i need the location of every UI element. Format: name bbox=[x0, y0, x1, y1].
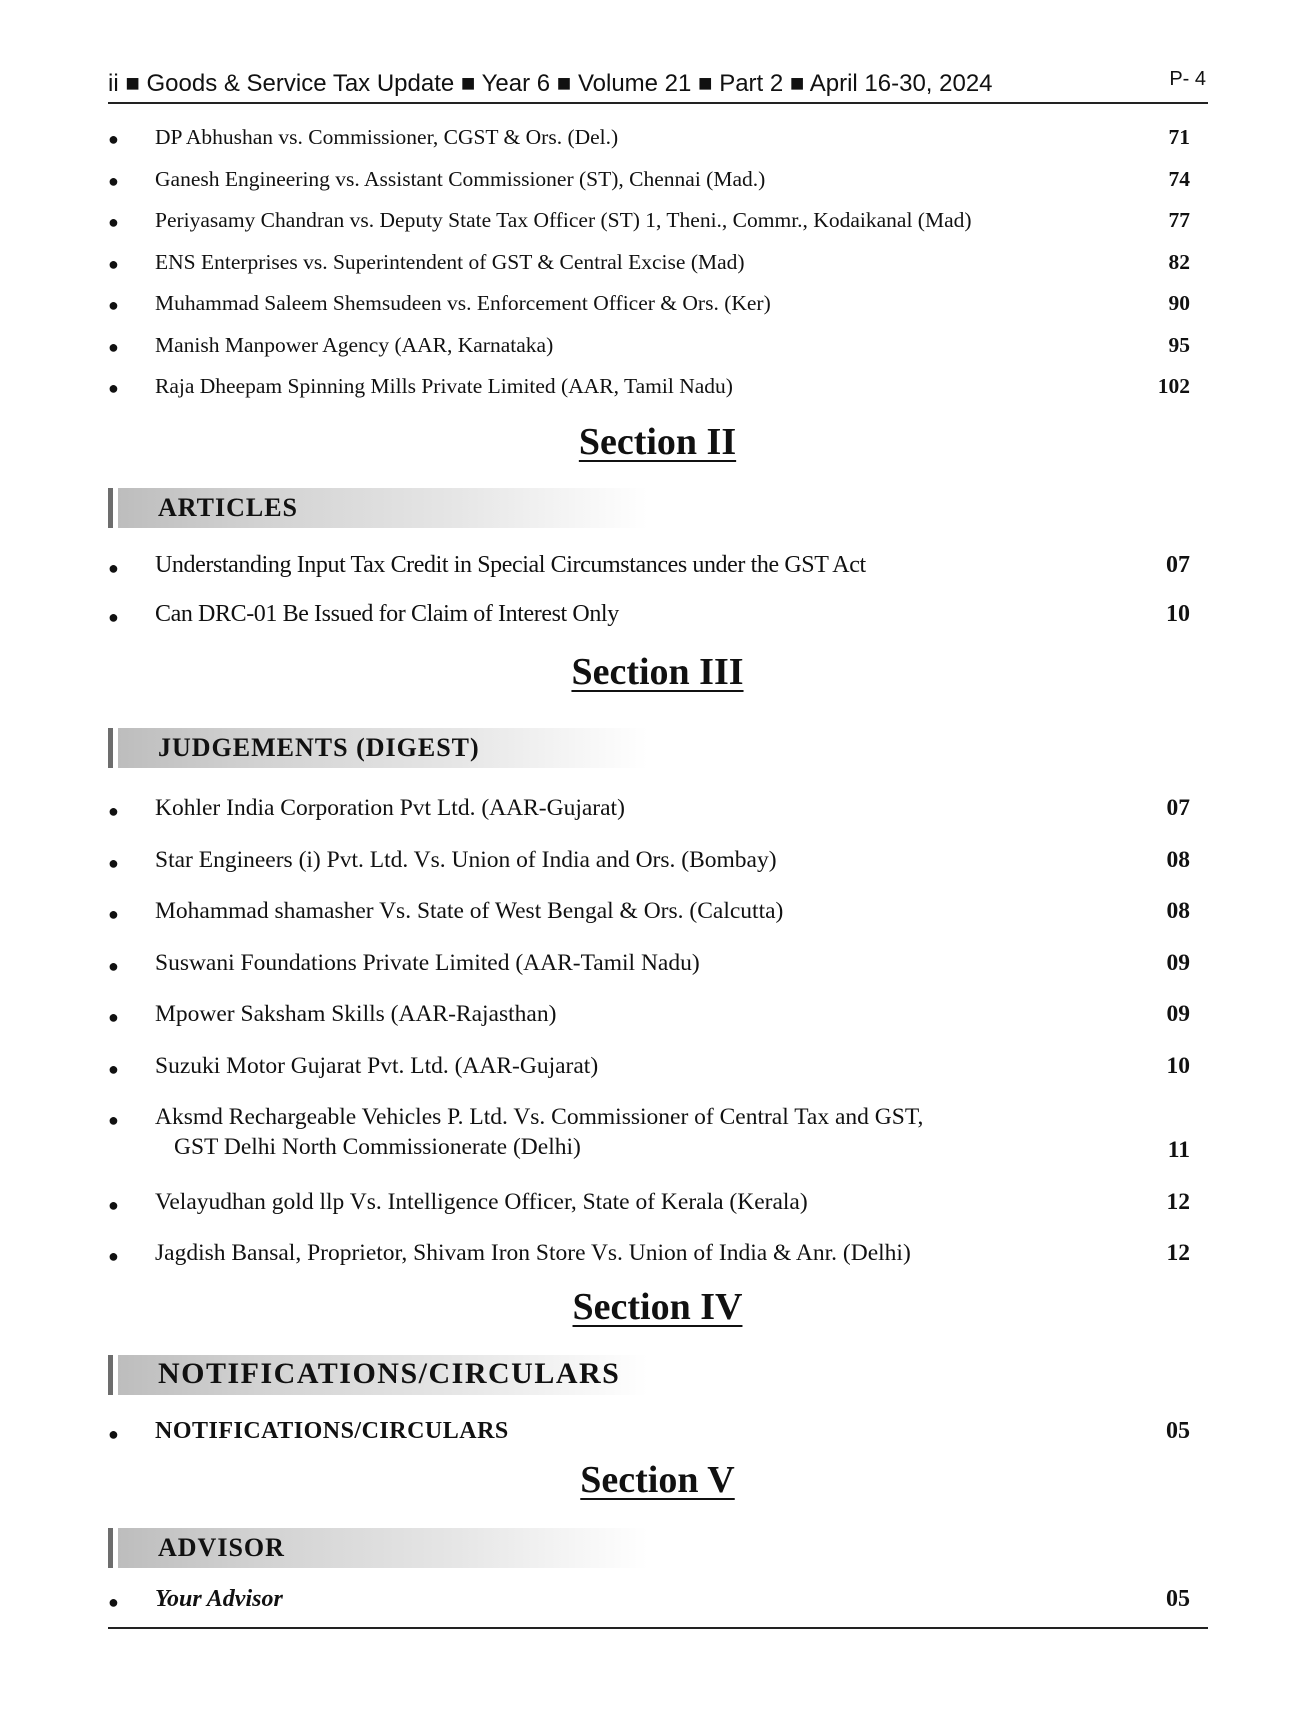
entry-page: 95 bbox=[1168, 332, 1190, 357]
toc-entry[interactable] bbox=[108, 948, 1192, 1000]
entry-page: 102 bbox=[1157, 374, 1190, 398]
toc-entry[interactable] bbox=[108, 372, 1192, 414]
bullet-icon: ● bbox=[108, 904, 119, 924]
entry-title: Muhammad Saleem Shemsudeen vs. Enforcement Officer & Ors. (Ker) bbox=[155, 291, 771, 315]
category-label: ADVISOR bbox=[158, 1533, 285, 1562]
category-label: NOTIFICATIONS/CIRCULARS bbox=[158, 1357, 621, 1390]
entry-page: 12 bbox=[1166, 1240, 1190, 1266]
entry-title: Periyasamy Chandran vs. Deputy State Tax Officer (ST) 1, Theni., Commr., Kodaikanal (Mad) bbox=[155, 208, 972, 232]
entry-page: 09 bbox=[1166, 949, 1190, 976]
toc-entry[interactable] bbox=[108, 206, 1192, 248]
entry-page: 71 bbox=[1168, 125, 1190, 149]
judgements-list bbox=[108, 793, 1192, 1290]
entry-title bbox=[155, 1104, 923, 1161]
category-band bbox=[108, 1528, 648, 1568]
header-page-number: P- 4 bbox=[1169, 68, 1206, 90]
toc-entry[interactable] bbox=[108, 1238, 1192, 1290]
entry-page: 09 bbox=[1166, 1001, 1190, 1027]
entry-page: 82 bbox=[1168, 249, 1190, 274]
toc-entry[interactable] bbox=[108, 1416, 1192, 1452]
bullet-icon: ● bbox=[108, 212, 119, 232]
bullet-icon: ● bbox=[108, 1194, 119, 1215]
entry-page: 07 bbox=[1166, 795, 1190, 821]
entry-title: Velayudhan gold llp Vs. Intelligence Officer, State of Kerala (Kerala) bbox=[155, 1188, 808, 1215]
section-heading-text: Section III bbox=[571, 651, 744, 693]
entry-title: Raja Dheepam Spinning Mills Private Limited (AAR, Tamil Nadu) bbox=[155, 374, 733, 398]
toc-entry[interactable] bbox=[108, 123, 1192, 165]
toc-entry[interactable] bbox=[108, 248, 1192, 290]
entry-title: ENS Enterprises vs. Superintendent of GST & Central Excise (Mad) bbox=[155, 249, 745, 274]
bullet-icon: ● bbox=[108, 1058, 119, 1079]
advisor-list bbox=[108, 1584, 1192, 1620]
entry-page: 05 bbox=[1166, 1418, 1190, 1444]
entry-title: Understanding Input Tax Credit in Special Circumstances under the GST Act bbox=[155, 552, 866, 578]
bullet-icon: ● bbox=[108, 1007, 119, 1027]
toc-entry[interactable] bbox=[108, 1584, 1192, 1620]
section-heading bbox=[0, 650, 1315, 694]
bullet-icon: ● bbox=[108, 607, 119, 627]
toc-entry[interactable] bbox=[108, 289, 1192, 331]
entry-page: 07 bbox=[1166, 552, 1190, 578]
bullet-icon: ● bbox=[108, 336, 119, 357]
category-band bbox=[108, 728, 648, 768]
bullet-icon: ● bbox=[108, 955, 119, 976]
entry-title: Suzuki Motor Gujarat Pvt. Ltd. (AAR-Gujarat) bbox=[155, 1052, 599, 1079]
bullet-icon: ● bbox=[108, 129, 119, 149]
toc-entry[interactable] bbox=[108, 550, 1192, 599]
entry-page: 77 bbox=[1168, 208, 1190, 232]
bullet-icon: ● bbox=[108, 1592, 119, 1612]
entry-page: 12 bbox=[1166, 1188, 1190, 1215]
toc-entry[interactable] bbox=[108, 999, 1192, 1051]
section-heading bbox=[0, 1285, 1315, 1329]
category-band bbox=[108, 488, 648, 528]
entry-page: 11 bbox=[1167, 1137, 1190, 1163]
bullet-icon: ● bbox=[108, 558, 119, 578]
entry-page: 08 bbox=[1166, 898, 1190, 924]
entry-page: 05 bbox=[1166, 1586, 1190, 1612]
category-band bbox=[108, 1355, 648, 1395]
toc-entry[interactable] bbox=[108, 1051, 1192, 1103]
category-label: JUDGEMENTS (DIGEST) bbox=[158, 733, 480, 762]
entry-title: Your Advisor bbox=[155, 1586, 283, 1612]
entry-page: 90 bbox=[1168, 291, 1190, 315]
entry-page: 10 bbox=[1166, 1052, 1190, 1079]
bullet-icon: ● bbox=[108, 378, 119, 398]
entry-page: 74 bbox=[1168, 166, 1190, 191]
section-heading-text: Section IV bbox=[572, 1286, 743, 1328]
toc-entry[interactable] bbox=[108, 793, 1192, 845]
toc-entry[interactable] bbox=[108, 599, 1192, 648]
entry-title: Jagdish Bansal, Proprietor, Shivam Iron Store Vs. Union of India & Anr. (Delhi) bbox=[155, 1240, 911, 1266]
toc-entry[interactable] bbox=[108, 896, 1192, 948]
header-title: ii ■ Goods & Service Tax Update ■ Year 6 ■ Volume 21 ■ Part 2 ■ April 16-30, 2024 bbox=[108, 70, 993, 97]
entry-title: Mpower Saksham Skills (AAR-Rajasthan) bbox=[155, 1001, 557, 1027]
section-heading bbox=[0, 1458, 1315, 1502]
case-list bbox=[108, 123, 1192, 414]
entry-title: Can DRC-01 Be Issued for Claim of Interest Only bbox=[155, 601, 619, 627]
bullet-icon: ● bbox=[108, 1246, 119, 1266]
toc-entry[interactable] bbox=[108, 1102, 1192, 1187]
entry-title-line: Aksmd Rechargeable Vehicles P. Ltd. Vs. Commissioner of Central Tax and GST, bbox=[155, 1104, 924, 1130]
bullet-icon: ● bbox=[108, 1424, 119, 1444]
entry-page: 10 bbox=[1166, 601, 1190, 627]
toc-entry[interactable] bbox=[108, 1187, 1192, 1239]
entry-title: Ganesh Engineering vs. Assistant Commissioner (ST), Chennai (Mad.) bbox=[155, 166, 766, 191]
entry-title: NOTIFICATIONS/CIRCULARS bbox=[155, 1418, 509, 1444]
toc-entry[interactable] bbox=[108, 165, 1192, 207]
bullet-icon: ● bbox=[108, 801, 119, 821]
bullet-icon: ● bbox=[108, 170, 119, 191]
running-header bbox=[108, 66, 1208, 104]
section-heading bbox=[0, 420, 1315, 464]
toc-entry[interactable] bbox=[108, 845, 1192, 897]
entry-title: DP Abhushan vs. Commissioner, CGST & Ors. (Del.) bbox=[155, 125, 619, 149]
footer-divider bbox=[108, 1627, 1208, 1629]
category-label: ARTICLES bbox=[158, 493, 299, 522]
bullet-icon: ● bbox=[108, 1110, 119, 1130]
entry-title: Suswani Foundations Private Limited (AAR-Tamil Nadu) bbox=[155, 949, 700, 976]
bullet-icon: ● bbox=[108, 295, 119, 315]
entry-title: Mohammad shamasher Vs. State of West Bengal & Ors. (Calcutta) bbox=[155, 898, 784, 924]
entry-title-continuation: GST Delhi North Commissionerate (Delhi) bbox=[174, 1134, 581, 1160]
entry-title: Kohler India Corporation Pvt Ltd. (AAR-Gujarat) bbox=[155, 795, 625, 821]
bullet-icon: ● bbox=[108, 253, 119, 274]
entry-title: Manish Manpower Agency (AAR, Karnataka) bbox=[155, 332, 554, 357]
section-heading-text: Section II bbox=[578, 421, 737, 463]
notifications-list bbox=[108, 1416, 1192, 1452]
section-heading-text: Section V bbox=[580, 1459, 735, 1501]
toc-entry[interactable] bbox=[108, 331, 1192, 373]
entry-page: 08 bbox=[1166, 846, 1190, 873]
articles-list bbox=[108, 550, 1192, 648]
bullet-icon: ● bbox=[108, 852, 119, 873]
entry-title: Star Engineers (i) Pvt. Ltd. Vs. Union of India and Ors. (Bombay) bbox=[155, 846, 777, 873]
